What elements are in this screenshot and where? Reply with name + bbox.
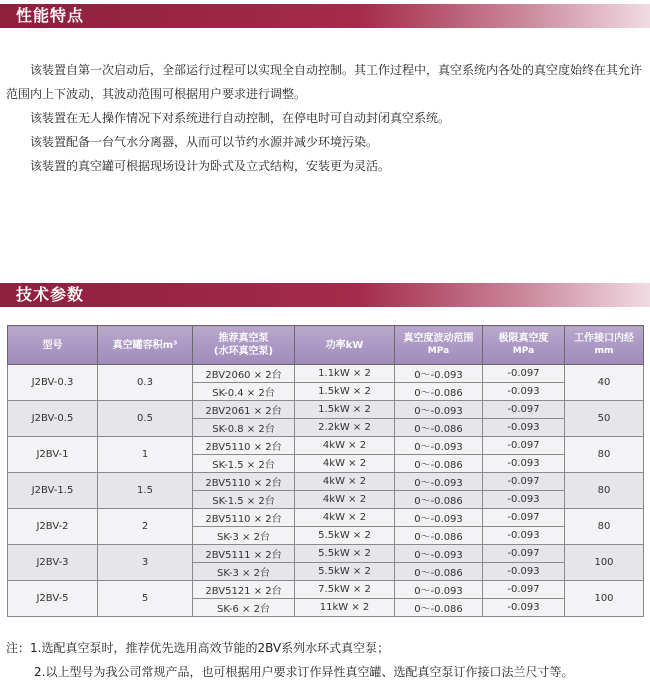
cell-pump: SK-3 × 2台 [193,563,295,581]
note-line-2: 2.以上型号为我公司常规产品，也可根据用户要求订作异性真空罐、选配真空泵订作接口法兰尺寸等。 [34,665,574,679]
cell-limit: -0.097 [483,509,565,527]
cell-limit: -0.093 [483,527,565,545]
cell-model: J2BV-5 [8,581,98,617]
cell-range: 0～-0.086 [395,455,483,473]
header-diameter-unit: mm [594,346,614,356]
cell-range: 0～-0.093 [395,365,483,383]
cell-power: 5.5kW × 2 [295,527,395,545]
cell-limit: -0.093 [483,599,565,617]
cell-range: 0～-0.086 [395,383,483,401]
header-model: 型号 [8,326,98,365]
cell-range: 0～-0.086 [395,563,483,581]
cell-volume: 1.5 [98,473,193,509]
header-limit-label: 极限真空度 [498,333,549,344]
cell-power: 4kW × 2 [295,455,395,473]
cell-power: 4kW × 2 [295,473,395,491]
header-range-unit: MPa [427,346,450,356]
cell-range: 0～-0.093 [395,581,483,599]
section-header-features: 性能特点 [0,4,650,28]
cell-limit: -0.093 [483,455,565,473]
cell-pump: 2BV5110 × 2台 [193,437,295,455]
cell-power: 4kW × 2 [295,437,395,455]
cell-power: 5.5kW × 2 [295,563,395,581]
cell-pump: SK-6 × 2台 [193,599,295,617]
cell-limit: -0.093 [483,419,565,437]
cell-limit: -0.097 [483,581,565,599]
cell-power: 7.5kW × 2 [295,581,395,599]
table-row [8,581,644,599]
specs-table [7,325,644,617]
header-limit [483,326,565,365]
table-row [8,365,644,383]
table-row [8,545,644,563]
header-volume: 真空罐容积m³ [98,326,193,365]
header-diameter [565,326,644,365]
cell-power: 1.5kW × 2 [295,401,395,419]
cell-limit: -0.097 [483,545,565,563]
note-line-1: 注：1.选配真空泵时，推荐优先选用高效节能的2BV系列水环式真空泵； [6,641,390,655]
cell-pump: 2BV2060 × 2台 [193,365,295,383]
cell-range: 0～-0.093 [395,509,483,527]
cell-range: 0～-0.086 [395,491,483,509]
cell-diameter: 80 [565,473,644,509]
feature-paragraph: 该装置配备一台气水分离器，从而可以节约水源并减少环境污染。 [30,135,379,149]
cell-range: 0～-0.086 [395,527,483,545]
cell-pump: 2BV5121 × 2台 [193,581,295,599]
table-row [8,509,644,527]
header-power: 功率kW [295,326,395,365]
cell-power: 4kW × 2 [295,491,395,509]
cell-volume: 5 [98,581,193,617]
cell-pump: SK-1.5 × 2台 [193,455,295,473]
cell-power: 11kW × 2 [295,599,395,617]
cell-range: 0～-0.093 [395,473,483,491]
table-header-row [8,326,644,365]
cell-diameter: 80 [565,437,644,473]
feature-paragraph: 该装置的真空罐可根据现场设计为卧式及立式结构，安装更为灵活。 [30,159,391,173]
cell-volume: 1 [98,437,193,473]
header-pump [193,326,295,365]
header-diameter-label: 工作接口内经 [574,333,634,344]
cell-limit: -0.097 [483,365,565,383]
cell-pump: 2BV2061 × 2台 [193,401,295,419]
cell-limit: -0.097 [483,437,565,455]
cell-diameter: 50 [565,401,644,437]
section-header-specs: 技术参数 [0,283,650,307]
cell-model: J2BV-2 [8,509,98,545]
cell-model: J2BV-0.3 [8,365,98,401]
table-row [8,401,644,419]
cell-volume: 0.3 [98,365,193,401]
cell-pump: SK-3 × 2台 [193,527,295,545]
cell-model: J2BV-1 [8,437,98,473]
cell-power: 5.5kW × 2 [295,545,395,563]
cell-pump: SK-0.8 × 2台 [193,419,295,437]
cell-diameter: 100 [565,545,644,581]
cell-power: 4kW × 2 [295,509,395,527]
cell-model: J2BV-0.5 [8,401,98,437]
header-limit-unit: MPa [512,346,535,356]
cell-range: 0～-0.093 [395,545,483,563]
table-row [8,437,644,455]
cell-volume: 2 [98,509,193,545]
cell-power: 2.2kW × 2 [295,419,395,437]
cell-pump: SK-1.5 × 2台 [193,491,295,509]
features-text [6,58,644,178]
cell-model: J2BV-1.5 [8,473,98,509]
cell-range: 0～-0.086 [395,419,483,437]
header-pump-sub: (水环真空泵) [213,346,274,357]
cell-limit: -0.097 [483,401,565,419]
header-range-label: 真空度波动范围 [403,333,474,344]
cell-pump: 2BV5110 × 2台 [193,509,295,527]
cell-pump: 2BV5111 × 2台 [193,545,295,563]
table-body [8,365,644,617]
cell-range: 0～-0.086 [395,599,483,617]
cell-range: 0～-0.093 [395,401,483,419]
cell-power: 1.1kW × 2 [295,365,395,383]
cell-diameter: 100 [565,581,644,617]
header-range [395,326,483,365]
feature-paragraph: 该装置在无人操作情况下对系统进行自动控制，在停电时可自动封闭真空系统。 [30,111,451,125]
notes [6,636,646,684]
cell-model: J2BV-3 [8,545,98,581]
feature-paragraph: 该装置自第一次启动后，全部运行过程可以实现全自动控制。其工作过程中，真空系统内各处的真空度始终在其允许范围内上下波动，其波动范围可根据用户要求进行调整。 [6,63,643,101]
cell-volume: 3 [98,545,193,581]
cell-limit: -0.093 [483,491,565,509]
cell-power: 1.5kW × 2 [295,383,395,401]
cell-limit: -0.097 [483,473,565,491]
cell-limit: -0.093 [483,563,565,581]
cell-range: 0～-0.093 [395,437,483,455]
cell-pump: 2BV5110 × 2台 [193,473,295,491]
header-pump-label: 推荐真空泵 [218,333,269,344]
cell-volume: 0.5 [98,401,193,437]
table-row [8,473,644,491]
cell-diameter: 40 [565,365,644,401]
cell-diameter: 80 [565,509,644,545]
cell-limit: -0.093 [483,383,565,401]
cell-pump: SK-0.4 × 2台 [193,383,295,401]
